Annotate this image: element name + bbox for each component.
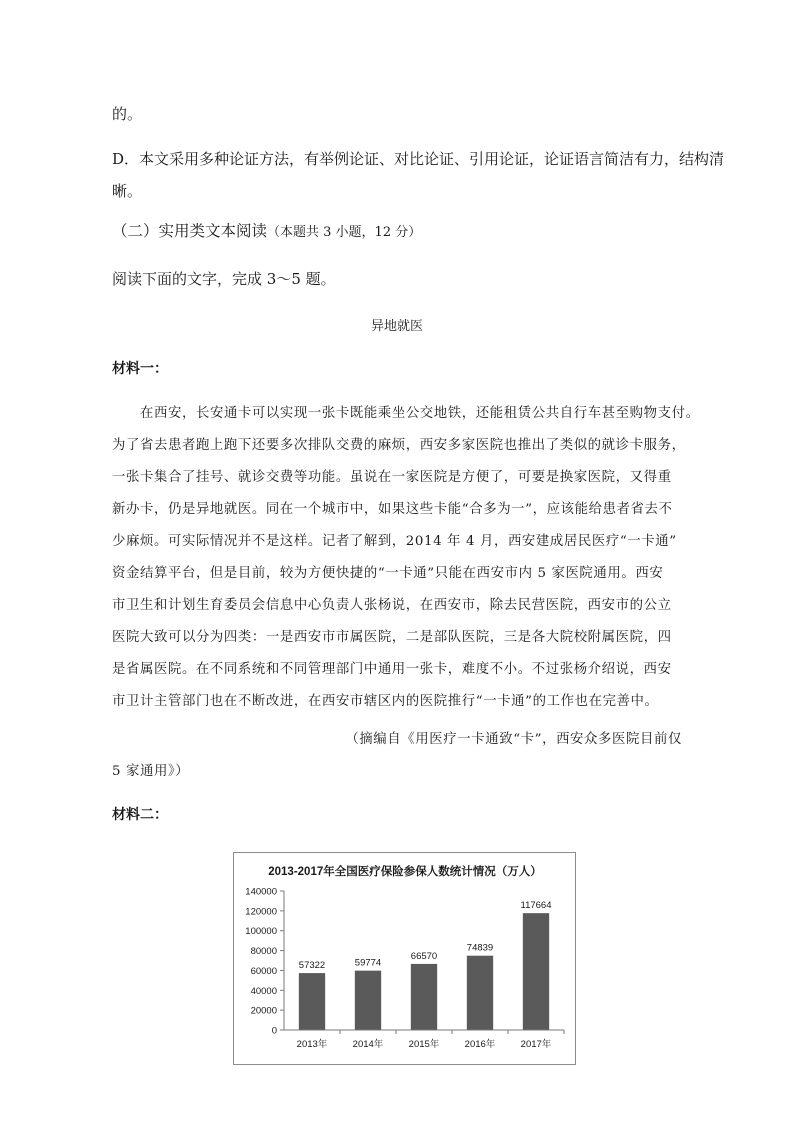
section-heading [112,219,421,241]
bar [467,956,493,1030]
y-axis [245,887,284,1037]
bar-value-label: 57322 [298,960,326,972]
bar-value-label: 59774 [354,957,382,969]
bar [355,971,381,1030]
y-tick-label: 40000 [250,985,277,997]
paragraph-line: 一张卡集合了挂号、就诊交费等功能。虽说在一家医院是方便了，可要是换家医院，又得重 [112,470,672,485]
paragraph-line: 市卫计主管部门也在不断改进，在西安市辖区内的医院推行“一卡通”的工作也在完善中。 [112,694,659,709]
x-tick-label: 2014年 [352,1039,384,1050]
y-tick-label: 100000 [245,926,277,938]
section-title: （二）实用类文本阅读 [112,222,268,240]
paragraph-line: 医院大致可以分为四类：一是西安市市属医院，二是部队医院，三是各大院校附属医院，四 [112,630,672,645]
source-citation-line2: 5 家通用》） [112,764,190,779]
section-note: （本题共 3 小题，12 分） [267,225,422,240]
bar-value-label: 74839 [466,942,494,954]
material-one-label: 材料一： [112,361,168,377]
bars [299,900,552,1030]
paragraph-line: 为了省去患者跑上跑下还要多次排队交费的麻烦，西安多家医院也推出了类似的就诊卡服务， [112,438,686,453]
y-tick-label: 0 [271,1025,277,1037]
instruction: 阅读下面的文字，完成 3～5 题。 [112,270,336,288]
x-axis [284,1030,564,1050]
bar [523,913,549,1030]
source-citation-line1: （摘编自《用医疗一卡通致“卡”，西安众多医院目前仅 [345,732,682,747]
paragraph-line: 少麻烦。可实际情况并不是这样。记者了解到，2014 年 4 月，西安建成居民医疗“一卡通” [112,534,677,549]
y-tick-label: 140000 [245,886,277,898]
bar-value-label: 117664 [520,900,552,912]
paragraph-line: 新办卡，仍是异地就医。同在一个城市中，如果这些卡能“合多为一”，应该能给患者省去不 [112,502,673,517]
chart-canvas [234,853,577,1066]
paragraph-line: 市卫生和计划生育委员会信息中心负责人张杨说，在西安市，除去民营医院，西安市的公立 [112,598,672,613]
bar-value-label: 66570 [410,950,438,962]
y-tick-label: 120000 [245,906,277,918]
x-tick-label: 2015年 [408,1039,440,1050]
answer-option-d: D．本文采用多种论证方法，有举例论证、对比论证、引用论证，论证语言简洁有力，结构清 [112,150,725,168]
paragraph-line: 在西安，长安通卡可以实现一张卡既能乘坐公交地铁，还能租赁公共自行车甚至购物支付。 [140,406,700,421]
material-two-label: 材料二： [112,807,168,823]
x-tick-label: 2013年 [296,1039,328,1050]
article-title: 异地就医 [370,319,423,334]
bar-chart [233,852,576,1065]
paragraph-line: 是省属医院。在不同系统和不同管理部门中通用一张卡，难度不小。不过张杨介绍说，西安 [112,662,672,677]
y-tick-label: 80000 [250,946,277,958]
bar [299,973,325,1030]
chart-title: 2013-2017年全国医疗保险参保人数统计情况（万人） [268,866,542,878]
bar [411,964,437,1030]
y-tick-label: 20000 [250,1005,277,1017]
x-tick-label: 2016年 [464,1039,496,1050]
x-tick-label: 2017年 [520,1039,552,1050]
answer-option-c-tail: 的。 [112,105,143,123]
paragraph-line: 资金结算平台，但是目前，较为方便快捷的“一卡通”只能在西安市内 5 家医院通用。西安 [112,566,664,581]
y-tick-label: 60000 [250,965,277,977]
answer-option-d-tail: 晰。 [112,182,143,200]
